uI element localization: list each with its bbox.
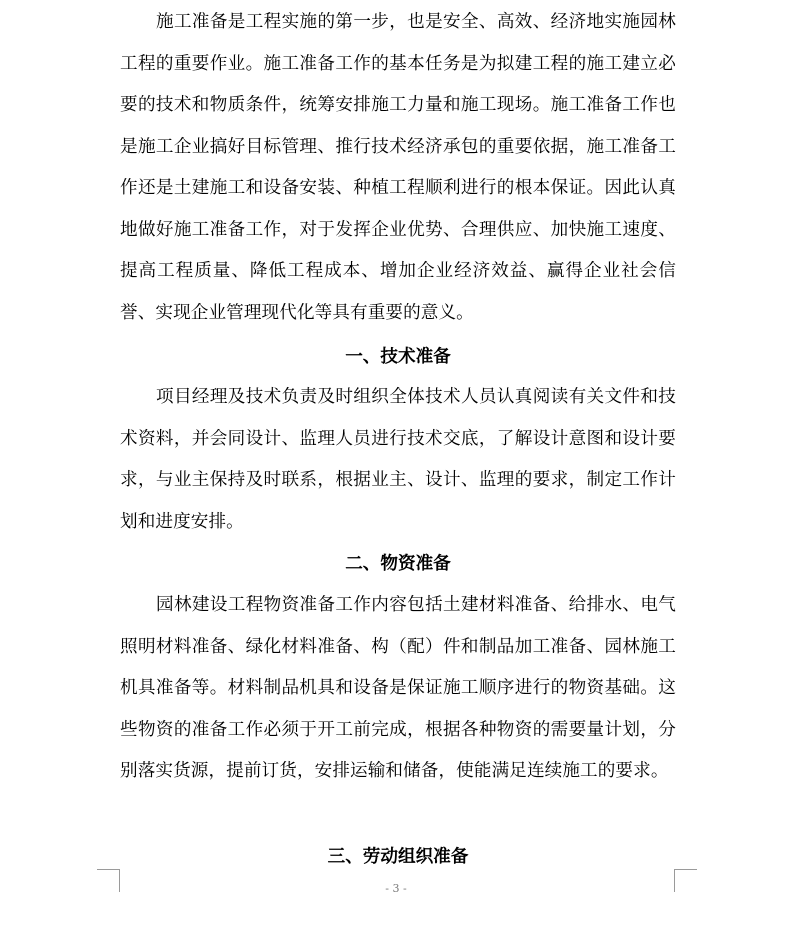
section-heading-technical: 一、技术准备 [345,346,451,367]
materials-paragraph: 园林建设工程物资准备工作内容包括土建材料准备、给排水、电气照明材料准备、绿化材料准备、构（配）件和制品加工准备、园林施工机具准备等。材料制品机具和设备是保证施工顺序进行的物资基础。这些物资的准备工作必须于开工前完成，根据各种物资的需要量计划，分别落实货源，提前订货，安排运输和储备，使能满足连续施工的要求。 [120,595,676,781]
technical-paragraph: 项目经理及技术负责及时组织全体技术人员认真阅读有关文件和技术资料，并会同设计、监理人员进行技术交底，了解设计意图和设计要求，与业主保持及时联系，根据业主、设计、监理的要求，制定工作计划和进度安排。 [120,387,676,532]
intro-paragraph: 施工准备是工程实施的第一步，也是安全、高效、经济地实施园林工程的重要作业。施工准备工作的基本任务是为拟建工程的施工建立必要的技术和物质条件，统筹安排施工力量和施工现场。施工准备工作也是施工企业搞好目标管理、推行技术经济承包的重要依据，施工准备工作还是土建施工和设备安装、种植工程顺利进行的根本保证。因此认真地做好施工准备工作，对于发挥企业优势、合理供应、加快施工速度、提高工程质量、降低工程成本、增加企业经济效益、赢得企业社会信誉、实现企业管理现代化等具有重要的意义。 [120,12,676,323]
section-heading-labor: 三、劳动组织准备 [327,846,469,867]
page-number: - 3 - [385,882,407,895]
section-heading-materials: 二、物资准备 [345,553,451,574]
